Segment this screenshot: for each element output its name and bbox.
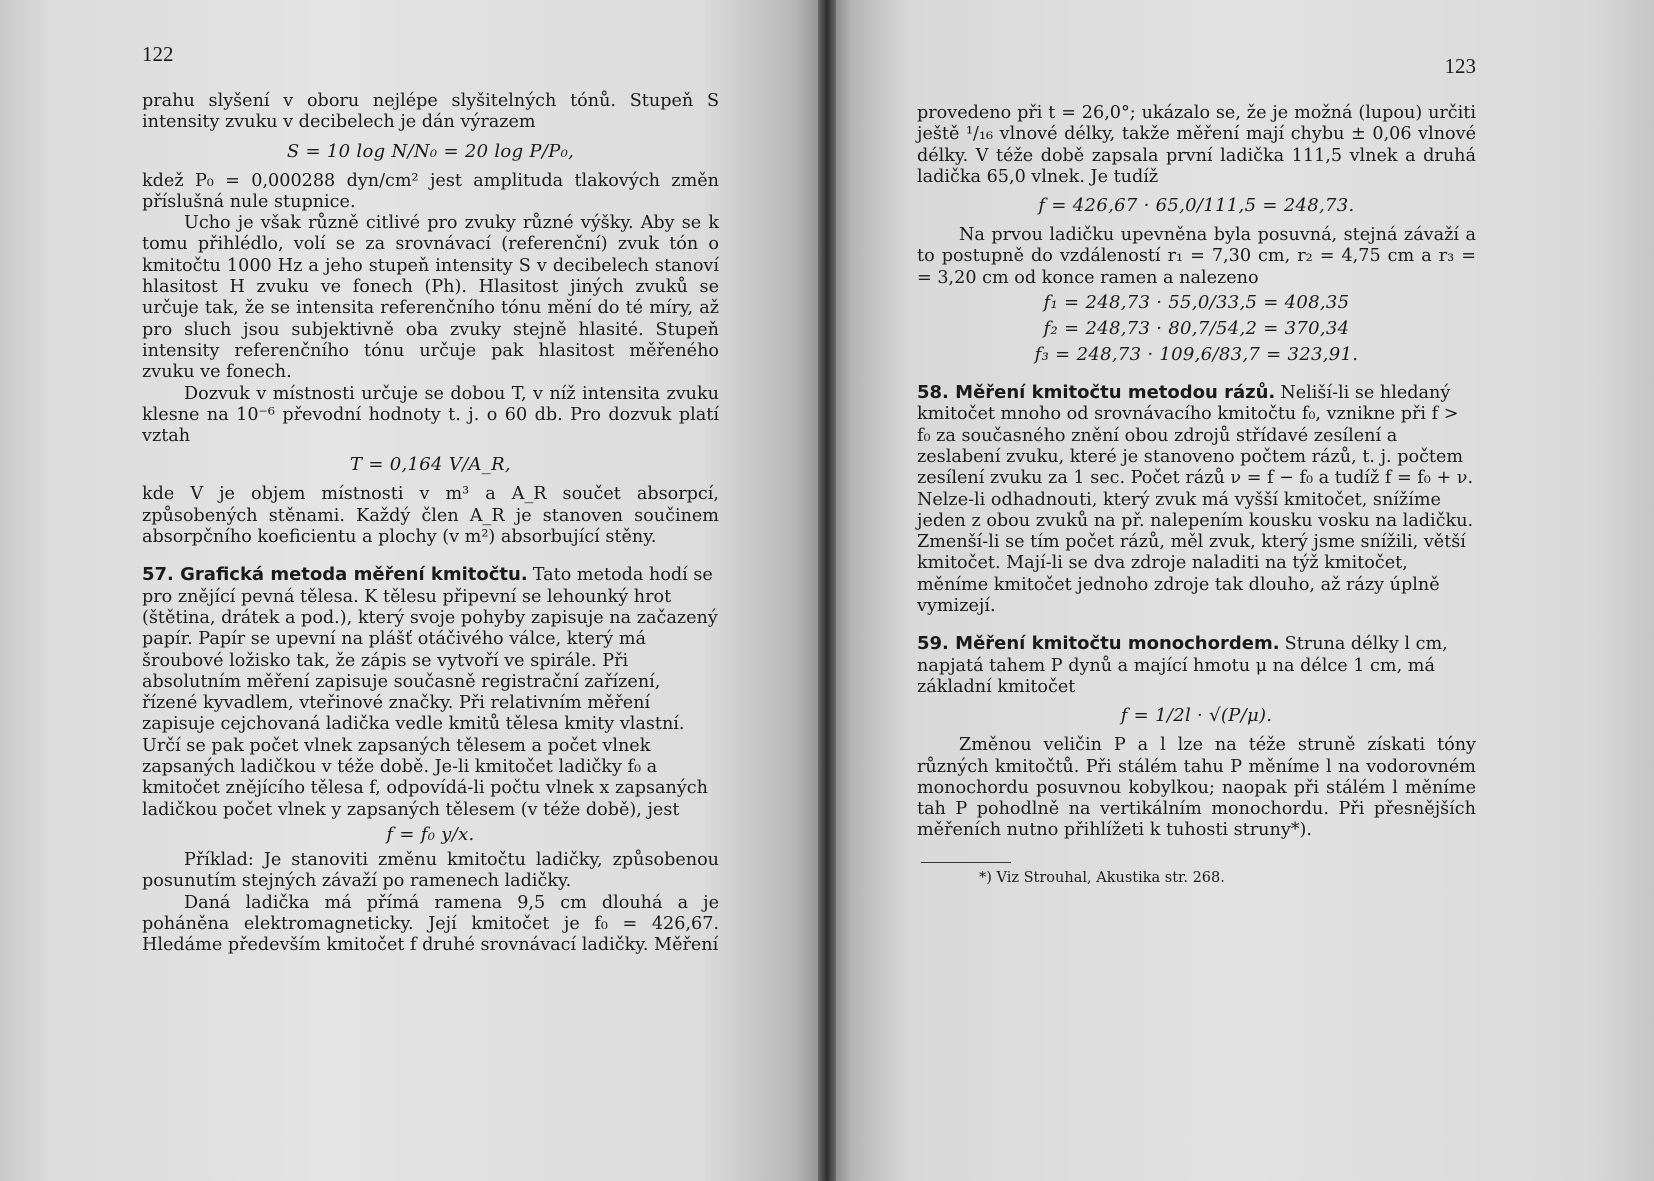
- paragraph: Na prvou ladičku upevněna byla posuvná, stejná závaží a to postupně do vzdáleností r₁ = 7,30 cm, r₂ = 4,75 cm a r₃ = = 3,20 cm od konce ramen a nalezeno: [917, 225, 1476, 288]
- formula-f1: f₁ = 248,73 · 55,0/33,5 = 408,35: [1043, 292, 1350, 314]
- paragraph: Dozvuk v místnosti určuje se dobou T, v níž intensita zvuku klesne na 10⁻⁶ převodní hodnoty t. j. o 60 db. Pro dozvuk platí vztah: [142, 383, 719, 447]
- section-heading: 59. Měření kmitočtu monochordem.: [917, 633, 1280, 655]
- section-58: [917, 382, 1476, 617]
- paragraph: Neliší-li se hledaný kmitočet mnoho od srovnávacího kmitočtu f₀, vznikne při f > f₀ za současného znění obou zdrojů střídavé zesílení a zeslabení zvuku, které je stanoveno počtem rázů, t. j. počtem zesílení zvuku za 1 sec. Počet rázů ν = f − f₀ a tudíž f = f₀ + ν. Nelze-li odhadnouti, který zvuk má vyšší kmitočet, snížíme jeden z obou zvuků na př. nalepením kousku vosku na ladičku. Zmenší-li se tím počet rázů, měl zvuk, který jsme snížili, větší kmitočet. Mají-li se dva zdroje naladiti na týž kmitočet, měníme kmitočet jednoho zdroje tak dlouho, až rázy úplně vymizejí.: [917, 383, 1474, 617]
- book-gutter: [818, 0, 836, 1181]
- section-heading: 58. Měření kmitočtu metodou rázů.: [917, 382, 1276, 404]
- example-paragraph: Příklad: Je stanoviti změnu kmitočtu ladičky, způsobenou posunutím stejných závaží po ramenech ladičky.: [142, 849, 719, 892]
- formula-f3: f₃ = 248,73 · 109,6/83,7 = 323,91.: [1034, 344, 1359, 366]
- page-number-left: 122: [142, 42, 174, 66]
- paragraph: kde V je objem místnosti v m³ a A_R součet absorpcí, způsobených stěnami. Každý člen A_R je stanoven součinem absorpčního koeficientu a plochy (v m²) absorbující stěny.: [142, 484, 719, 548]
- footnote: *) Viz Strouhal, Akustika str. 268.: [979, 869, 1225, 886]
- paragraph: kdež P₀ = 0,000288 dyn/cm² jest amplituda tlakových změn příslušná nule stupnice.: [142, 170, 719, 212]
- formula-f2: f₂ = 248,73 · 80,7/54,2 = 370,34: [1043, 318, 1350, 340]
- formula-reverberation: T = 0,164 V/A_R,: [350, 454, 511, 476]
- paragraph: provedeno při t = 26,0°; ukázalo se, že je možná (lupou) určiti ještě ¹/₁₆ vlnové délky, takže měření mají chybu ± 0,06 vlnové délky. V téže době zapsala první ladička 111,5 vlnek a druhá ladička 65,0 vlnek. Je tudíž: [917, 103, 1476, 187]
- page-number-right: 123: [1444, 54, 1476, 78]
- formula-f: f = 426,67 · 65,0/111,5 = 248,73.: [1038, 195, 1355, 217]
- formula-decibel: S = 10 log N/N₀ = 20 log P/P₀,: [286, 140, 575, 162]
- paragraph: Změnou veličin P a l lze na téže struně získati tóny různých kmitočtů. Při stálém tahu P měníme l na vodorovném monochordu posuvnou kobylkou; naopak při stálém l měníme tah P pohodlně na vertikálním monochordu. Při přesnějších měřeních nutno přihlížeti k tuhosti struny*).: [917, 735, 1476, 841]
- paragraph: Tato metoda hodí se pro znějící pevná tělesa. K tělesu připevní se lehounký hrot (štětina, drátek a pod.), který svoje pohyby zapisuje na začazený papír. Papír se upevní na plášť otáčivého válce, který má šroubové ložisko tak, že zápis se vytvoří ve spirále. Při absolutním měření zapisuje současně registrační zařízení, řízené kyvadlem, vteřinové značky. Při relativním měření zapisuje cejchovaná ladička vedle kmitů tělesa kmity vlastní. Určí se pak počet vlnek zapsaných tělesem a počet vlnek zapsaných ladičkou v téže době. Je-li kmitočet ladičky f₀ a kmitočet znějícího tělesa f, odpovídá-li počtu vlnek x zapsaných ladičkou počet vlnek y zapsaných tělesem (v téže době), jest: [142, 565, 718, 820]
- formula-monochord: f = 1/2l · √(P/μ).: [1120, 705, 1273, 727]
- paragraph: Ucho je však různě citlivé pro zvuky různé výšky. Aby se k tomu přihlédlo, volí se za srovnávací (referenční) zvuk tón o kmitočtu 1000 Hz a jeho stupeň intensity S v decibelech stanoví hlasitost H zvuku ve fonech (Ph). Hlasitost jiných zvuků se určuje tak, že se intensita referenčního tónu mění do té míry, až pro sluch jsou subjektivně oba zvuky stejně hlasité. Stupeň intensity referenčního tónu určuje pak hlasitost měřeného zvuku ve fonech.: [142, 213, 719, 383]
- footnote-rule: [921, 862, 1011, 863]
- section-59: [917, 633, 1476, 698]
- right-page: [827, 0, 1654, 1181]
- formula-frequency: f = f₀ y/x.: [386, 823, 475, 845]
- section-57: [142, 564, 719, 821]
- paragraph: Struna délky l cm, napjatá tahem P dynů a mající hmotu μ na délce 1 cm, má základní kmitočet: [917, 634, 1448, 697]
- paragraph: prahu slyšení v oboru nejlépe slyšitelných tónů. Stupeň S intensity zvuku v decibelech je dán výrazem: [142, 91, 719, 133]
- section-heading: 57. Grafická metoda měření kmitočtu.: [142, 564, 528, 586]
- paragraph: Daná ladička má přímá ramena 9,5 cm dlouhá a je poháněna elektromagneticky. Její kmitočet je f₀ = 426,67. Hledáme především kmitočet f druhé srovnávací ladičky. Měření: [142, 892, 719, 956]
